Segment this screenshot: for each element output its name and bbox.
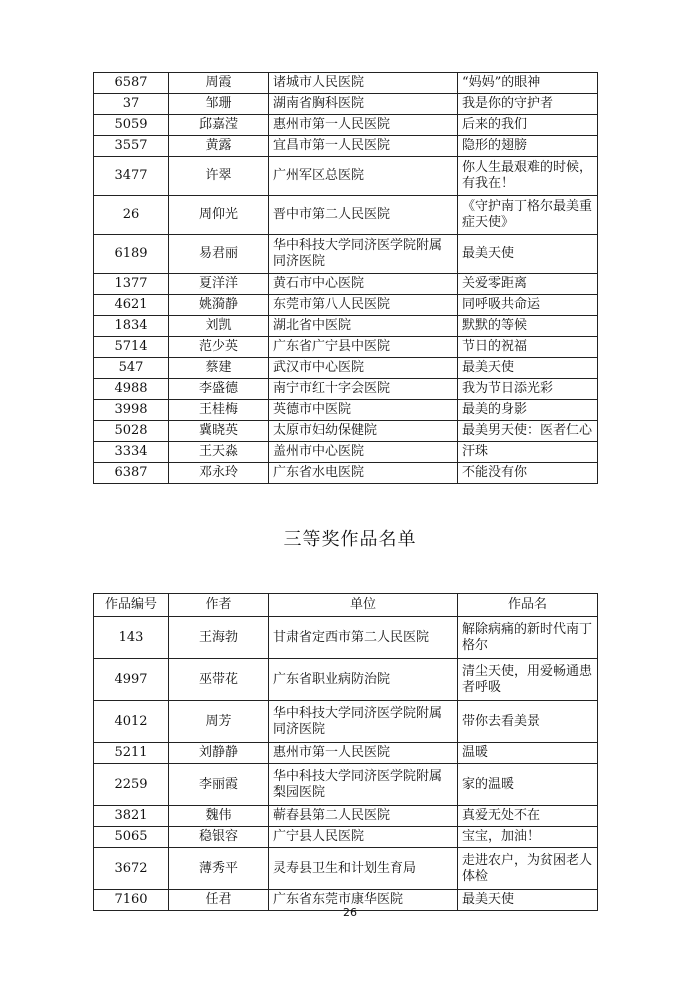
author: 易君丽 [169, 235, 269, 274]
work-id: 5059 [94, 115, 169, 136]
work-title: 清尘天使，用爱畅通患者呼吸 [458, 659, 598, 701]
author: 黄露 [169, 136, 269, 157]
unit: 惠州市第一人民医院 [269, 115, 458, 136]
third-prize-table [93, 593, 598, 911]
work-title: 最美男天使：医者仁心 [458, 421, 598, 442]
work-title: 带你去看美景 [458, 701, 598, 743]
author: 邓永玲 [169, 463, 269, 484]
unit: 华中科技大学同济医学院附属同济医院 [269, 701, 458, 743]
table-row [94, 659, 598, 701]
work-title: 我为节日添光彩 [458, 379, 598, 400]
table-row [94, 358, 598, 379]
unit: 广东省广宁县中医院 [269, 337, 458, 358]
author: 蔡建 [169, 358, 269, 379]
unit: 惠州市第一人民医院 [269, 743, 458, 764]
unit: 华中科技大学同济医学院附属同济医院 [269, 235, 458, 274]
work-id: 3998 [94, 400, 169, 421]
unit: 太原市妇幼保健院 [269, 421, 458, 442]
author: 李丽霞 [169, 764, 269, 806]
table-row [94, 701, 598, 743]
unit: 湖南省胸科医院 [269, 94, 458, 115]
work-title: 关爱零距离 [458, 274, 598, 295]
work-id: 6587 [94, 73, 169, 94]
table-row [94, 442, 598, 463]
work-id: 143 [94, 617, 169, 659]
unit: 广东省东莞市康华医院 [269, 890, 458, 911]
author: 姚漪静 [169, 295, 269, 316]
unit: 广宁县人民医院 [269, 827, 458, 848]
work-title: 汗珠 [458, 442, 598, 463]
work-title: 同呼吸共命运 [458, 295, 598, 316]
table-header-row [94, 594, 598, 617]
section-title: 三等奖作品名单 [283, 529, 417, 550]
unit: 黄石市中心医院 [269, 274, 458, 295]
author: 范少英 [169, 337, 269, 358]
author: 刘静静 [169, 743, 269, 764]
work-id: 3477 [94, 157, 169, 196]
work-id: 5211 [94, 743, 169, 764]
work-id: 3557 [94, 136, 169, 157]
table-row [94, 157, 598, 196]
unit: 南宁市红十字会医院 [269, 379, 458, 400]
table-row [94, 316, 598, 337]
table-row [94, 196, 598, 235]
author: 王桂梅 [169, 400, 269, 421]
page-number: 26 [343, 906, 357, 919]
work-id: 5714 [94, 337, 169, 358]
unit: 盖州市中心医院 [269, 442, 458, 463]
work-title: 最美的身影 [458, 400, 598, 421]
work-id: 4988 [94, 379, 169, 400]
work-title: 温暖 [458, 743, 598, 764]
unit: 广东省职业病防治院 [269, 659, 458, 701]
work-id: 37 [94, 94, 169, 115]
author: 邹珊 [169, 94, 269, 115]
author: 薄秀平 [169, 848, 269, 890]
work-id: 1377 [94, 274, 169, 295]
unit: 宜昌市第一人民医院 [269, 136, 458, 157]
work-title: 你人生最艰难的时候，有我在！ [458, 157, 598, 196]
table-row [94, 235, 598, 274]
author: 冀晓英 [169, 421, 269, 442]
table-row [94, 617, 598, 659]
unit: 广东省水电医院 [269, 463, 458, 484]
work-id: 3821 [94, 806, 169, 827]
work-id: 5028 [94, 421, 169, 442]
work-id: 6189 [94, 235, 169, 274]
unit: 晋中市第二人民医院 [269, 196, 458, 235]
unit: 英德市中医院 [269, 400, 458, 421]
work-id: 4012 [94, 701, 169, 743]
work-id: 4621 [94, 295, 169, 316]
table-row [94, 421, 598, 442]
table-row [94, 806, 598, 827]
author: 周仰光 [169, 196, 269, 235]
work-id: 5065 [94, 827, 169, 848]
header-author: 作者 [169, 594, 269, 617]
work-title: 最美天使 [458, 890, 598, 911]
author: 任君 [169, 890, 269, 911]
table-row [94, 73, 598, 94]
author: 巫带花 [169, 659, 269, 701]
table-row [94, 743, 598, 764]
table-row [94, 400, 598, 421]
work-title: 家的温暖 [458, 764, 598, 806]
work-title: 走进农户，为贫困老人体检 [458, 848, 598, 890]
author: 周芳 [169, 701, 269, 743]
header-work-title: 作品名 [458, 594, 598, 617]
work-id: 26 [94, 196, 169, 235]
unit: 蕲春县第二人民医院 [269, 806, 458, 827]
unit: 武汉市中心医院 [269, 358, 458, 379]
author: 魏伟 [169, 806, 269, 827]
table-row [94, 115, 598, 136]
table-row [94, 827, 598, 848]
author: 许翠 [169, 157, 269, 196]
work-id: 6387 [94, 463, 169, 484]
work-title: 默默的等候 [458, 316, 598, 337]
author: 周霞 [169, 73, 269, 94]
table-row [94, 764, 598, 806]
author: 夏洋洋 [169, 274, 269, 295]
header-work-id: 作品编号 [94, 594, 169, 617]
table-row [94, 136, 598, 157]
unit: 东莞市第八人民医院 [269, 295, 458, 316]
work-title: 真爱无处不在 [458, 806, 598, 827]
work-title: 不能没有你 [458, 463, 598, 484]
work-title: “妈妈”的眼神 [458, 73, 598, 94]
unit: 华中科技大学同济医学院附属梨园医院 [269, 764, 458, 806]
work-title: 最美天使 [458, 235, 598, 274]
work-title: 《守护南丁格尔最美重症天使》 [458, 196, 598, 235]
work-title: 最美天使 [458, 358, 598, 379]
work-title: 宝宝，加油！ [458, 827, 598, 848]
unit: 甘肃省定西市第二人民医院 [269, 617, 458, 659]
work-id: 4997 [94, 659, 169, 701]
work-title: 我是你的守护者 [458, 94, 598, 115]
work-id: 7160 [94, 890, 169, 911]
unit: 湖北省中医院 [269, 316, 458, 337]
author: 李盛德 [169, 379, 269, 400]
work-id: 2259 [94, 764, 169, 806]
table-row [94, 848, 598, 890]
table-row [94, 379, 598, 400]
table-row [94, 463, 598, 484]
work-title: 后来的我们 [458, 115, 598, 136]
author: 刘凯 [169, 316, 269, 337]
author: 稳银容 [169, 827, 269, 848]
work-id: 3672 [94, 848, 169, 890]
table-row [94, 274, 598, 295]
unit: 诸城市人民医院 [269, 73, 458, 94]
work-title: 隐形的翅膀 [458, 136, 598, 157]
work-title: 节日的祝福 [458, 337, 598, 358]
author: 邱嘉滢 [169, 115, 269, 136]
header-unit: 单位 [269, 594, 458, 617]
table-row [94, 337, 598, 358]
award-table-continued [93, 72, 598, 484]
author: 王天淼 [169, 442, 269, 463]
work-id: 1834 [94, 316, 169, 337]
author: 王海勃 [169, 617, 269, 659]
table-row [94, 295, 598, 316]
unit: 灵寿县卫生和计划生育局 [269, 848, 458, 890]
work-id: 3334 [94, 442, 169, 463]
work-title: 解除病痛的新时代南丁格尔 [458, 617, 598, 659]
table-row [94, 94, 598, 115]
work-id: 547 [94, 358, 169, 379]
unit: 广州军区总医院 [269, 157, 458, 196]
